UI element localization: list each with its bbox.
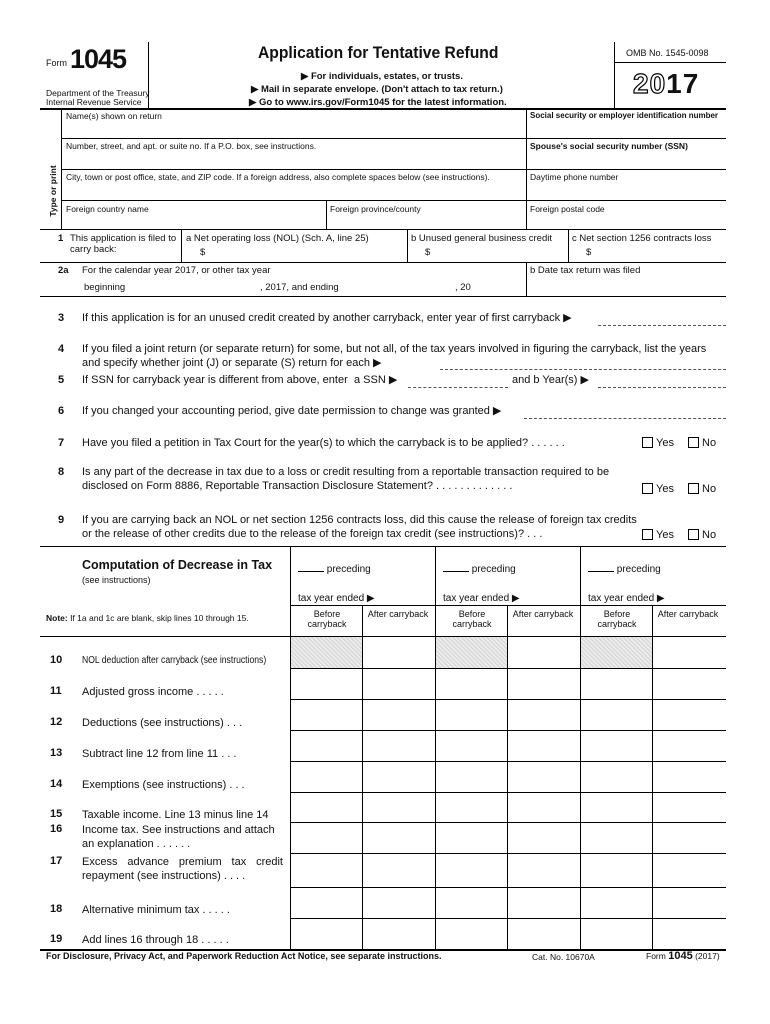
footer-disclosure: For Disclosure, Privacy Act, and Paperwork Reduction Act Notice, see separate instructions. [46,951,442,961]
subtitle-2: ▶ Mail in separate envelope. (Don't attach to tax return.) [251,84,503,95]
line-7-number: 7 [58,437,65,449]
line-5-number: 5 [58,374,65,386]
country-field-label[interactable]: Foreign country name [66,204,149,214]
line-2a-beginning[interactable]: beginning [84,282,126,293]
line-5-text: If SSN for carryback year is different from above, enter [82,374,348,386]
line-9-no[interactable] [688,529,716,541]
line-8-no[interactable] [688,483,716,495]
line-5b-label: and b Year(s) ▶ [512,374,589,386]
line-9-text: If you are carrying back an NOL or net section 1256 contracts loss, did this cause the release of foreign tax credits or the release of other credits due to the release of the foreign tax credit (see instructions)? . . . [82,514,637,540]
line-6-number: 6 [58,405,65,417]
line-18-label: Alternative minimum tax . . . . . [82,904,230,916]
line-1b-dollar[interactable]: $ [425,247,431,258]
line-15-number: 15 [50,808,63,820]
line-4-text: If you filed a joint return (or separate return) for some, but not all, of the tax years involved in figuring the carryback, list the years and specify whether joint (J) or separate (S) return for each ▶ [82,343,707,369]
line-3-entry[interactable] [598,325,726,326]
city-field-label[interactable]: City, town or post office, state, and ZIP code. If a foreign address, also complete spaces below (see instructions). [66,172,490,182]
line-1b-label: b Unused general business credit [411,233,553,244]
line-11-number: 11 [50,685,62,697]
no-label: No [702,529,717,541]
postal-field-label[interactable]: Foreign postal code [530,204,605,214]
checkbox-icon[interactable] [688,529,699,540]
line-1-number: 1 [58,233,64,244]
footer-form [646,950,720,962]
line-10-number: 10 [50,654,63,666]
col2-preceding[interactable] [443,562,516,575]
line-16-label: Income tax. See instructions and attach an explanation . . . . . . [82,824,275,850]
line-8-text: Is any part of the decrease in tax due to a loss or credit resulting from a reportable transaction required to be disclosed on Form 8886, Reportable Transaction Disclosure Statement? . . . . . . . . . . . . . [82,466,610,492]
preceding-label: preceding [471,564,516,575]
col3-tax-year-ended[interactable]: tax year ended ▶ [588,593,665,604]
line-12-label: Deductions (see instructions) . . . [82,717,243,729]
checkbox-icon[interactable] [688,483,699,494]
line-4-entry[interactable] [440,369,726,370]
line-6-text: If you changed your accounting period, give date permission to change was granted ▶ [82,405,502,417]
line-12-number: 12 [50,716,63,728]
line-5b-entry[interactable] [598,387,726,388]
line-1a-dollar[interactable]: $ [200,247,206,258]
line-2b-label: b Date tax return was filed [530,265,641,276]
yes-label: Yes [656,483,674,495]
line-15-label: Taxable income. Line 13 minus line 14 [82,809,269,821]
form-number: 1045 [70,44,127,74]
checkbox-icon[interactable] [642,483,653,494]
line-6-entry[interactable] [524,418,726,419]
line-19-label: Add lines 16 through 18 . . . . . [82,934,229,946]
yes-label: Yes [656,437,674,449]
line-4-number: 4 [58,343,65,355]
name-field-label[interactable]: Name(s) shown on return [66,111,162,121]
footer-cat-number: Cat. No. 10670A [532,952,595,962]
line-7-yes[interactable] [642,437,674,449]
spouse-ssn-field-label[interactable]: Spouse's social security number (SSN) [530,141,688,151]
line-2a-and-ending[interactable]: , 2017, and ending [260,282,339,293]
tax-year [633,68,699,100]
line-14-label: Exemptions (see instructions) . . . [82,779,245,791]
col3-before: Before carryback [597,609,637,629]
col1-preceding[interactable] [298,562,371,575]
subtitle-3: ▶ Go to www.irs.gov/Form1045 for the latest information. [249,97,507,108]
line-3-number: 3 [58,312,65,324]
preceding-label: preceding [326,564,371,575]
dept-line-2: Internal Revenue Service [46,97,142,107]
line-16-number: 16 [50,823,63,835]
col1-before: Before carryback [307,609,347,629]
line-9-yes[interactable] [642,529,674,541]
footer-form-number: 1045 [668,950,693,962]
yes-label: Yes [656,529,674,541]
note-text: If 1a and 1c are blank, skip lines 10 through 15. [67,613,249,623]
line-2a-comma-20[interactable]: , 20 [455,282,471,293]
line-8-yes[interactable] [642,483,674,495]
col2-before: Before carryback [452,609,492,629]
note-bold: Note: [46,613,68,623]
checkbox-icon[interactable] [642,529,653,540]
line-17-number: 17 [50,855,63,867]
no-label: No [702,483,717,495]
no-label: No [702,437,717,449]
tax-year-bold: 17 [666,68,700,99]
line-1c-label: c Net section 1256 contracts loss [572,233,712,244]
type-or-print-label: Type or print [48,165,58,217]
line-10-col1-before-shaded [291,637,362,668]
line-8-number: 8 [58,466,65,478]
line-11-label: Adjusted gross income . . . . . [82,686,224,698]
form-title: Application for Tentative Refund [258,43,499,62]
footer-form-year: (2017) [695,951,720,961]
computation-see: (see instructions) [82,575,151,585]
subtitle-1: ▶ For individuals, estates, or trusts. [301,71,463,82]
col1-after: After carryback [367,609,429,619]
line-13-number: 13 [50,747,63,759]
computation-title: Computation of Decrease in Tax [82,558,273,572]
line-1c-dollar[interactable]: $ [586,247,592,258]
line-10-col3-before-shaded [581,637,652,668]
phone-field-label[interactable]: Daytime phone number [530,172,619,182]
computation-note [46,613,249,623]
tax-year-outline: 20 [633,68,667,99]
checkbox-icon[interactable] [688,437,699,448]
form-label: Form [46,58,67,68]
col1-tax-year-ended[interactable]: tax year ended ▶ [298,593,375,604]
street-field-label[interactable]: Number, street, and apt. or suite no. If a P.O. box, see instructions. [66,141,317,151]
line-19-number: 19 [50,933,63,945]
footer-form-label: Form [646,951,666,961]
preceding-label: preceding [616,564,661,575]
line-5a-label: a SSN ▶ [354,374,398,386]
line-2a-label: For the calendar year 2017, or other tax year [82,265,271,276]
line-10-col2-before-shaded [436,637,507,668]
line-2a-number: 2a [58,265,69,276]
line-7-no[interactable] [688,437,716,449]
ssn-field-label[interactable]: Social security or employer identification number [530,111,719,120]
line-14-number: 14 [50,778,63,790]
line-17-label: Excess advance premium tax credit repayment (see instructions) . . . . [82,856,283,882]
col2-tax-year-ended[interactable]: tax year ended ▶ [443,593,520,604]
col2-after: After carryback [512,609,574,619]
line-5a-entry[interactable] [408,387,508,388]
line-1a-label: a Net operating loss (NOL) (Sch. A, line 25) [186,233,369,244]
col3-after: After carryback [657,609,719,619]
omb-number: OMB No. 1545-0098 [626,48,709,58]
line-1-label: This application is filed to carry back: [70,233,177,255]
checkbox-icon[interactable] [642,437,653,448]
dept-line-1: Department of the Treasury [46,88,150,98]
col3-preceding[interactable] [588,562,661,575]
line-9-number: 9 [58,514,65,526]
line-7-text: Have you filed a petition in Tax Court for the year(s) to which the carryback is to be applied? . . . . . . [82,437,565,449]
province-field-label[interactable]: Foreign province/county [330,204,421,214]
line-18-number: 18 [50,903,63,915]
line-13-label: Subtract line 12 from line 11 . . . [82,748,237,760]
line-10-label: NOL deduction after carryback (see instructions) [82,655,267,666]
line-3-text: If this application is for an unused credit created by another carryback, enter year of first carryback ▶ [82,312,572,324]
